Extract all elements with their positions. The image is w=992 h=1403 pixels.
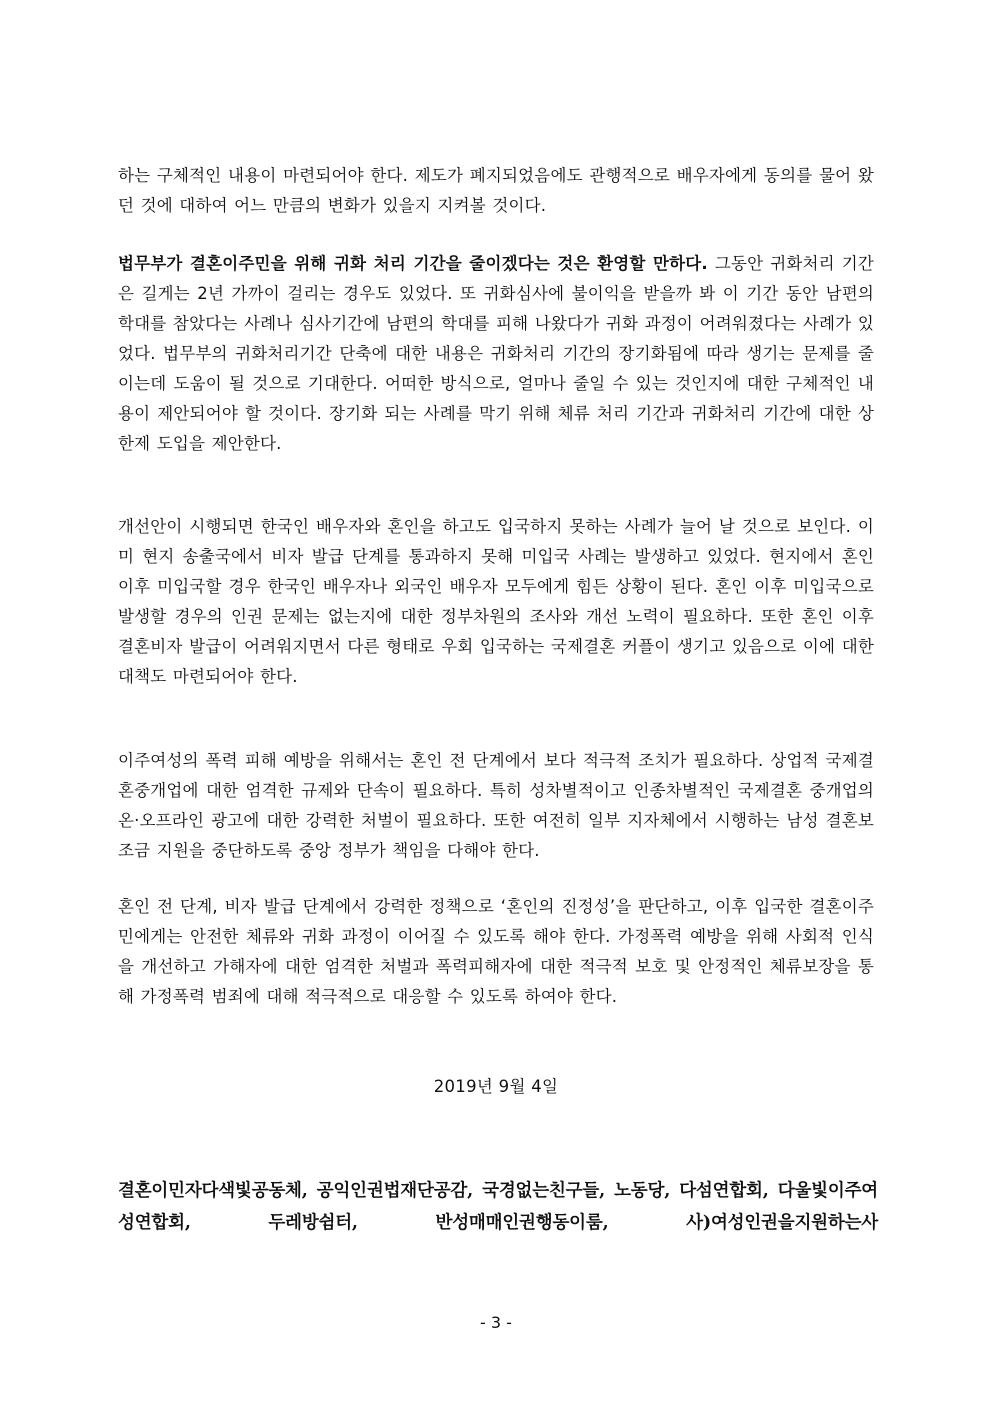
paragraph-3-text: 개선안이 시행되면 한국인 배우자와 혼인을 하고도 입국하지 못하는 사례가 늘어 날 것으로 보인다. 이미 현지 송출국에서 비자 발급 단계를 통과하지 못해 미입국 사례는 발생하고 있었다. 현지에서 혼인 이후 미입국할 경우 한국인 배우자나 외국인 배우자 모두에게 힘든 상황이 된다. 혼인 이후 미입국으로 발생할 경우의 인권 문제는 없는지에 대한 정부차원의 조사와 개선 노력이 필요하다. 또한 혼인 이후 결혼비자 발급이 어려워지면서 다른 형태로 우회 입국하는 국제결혼 커플이 생기고 있음으로 이에 대한 대책도 마련되어야 한다. xyxy=(118,517,874,686)
paragraph-5-text: 혼인 전 단계, 비자 발급 단계에서 강력한 정책으로 ‘혼인의 진정성’을 판단하고, 이후 입국한 결혼이주민에게는 안전한 체류와 귀화 과정이 이어질 수 있도록 해야 한다. 가정폭력 예방을 위해 사회적 인식을 개선하고 가해자에 대한 엄격한 처벌과 폭력피해자에 대한 적극적 보호 및 안정적인 체류보장을 통해 가정폭력 범죄에 대해 적극적으로 대응할 수 있도록 하여야 한다. xyxy=(118,897,874,1006)
body-paragraph-3 xyxy=(118,512,874,692)
body-paragraph-5 xyxy=(118,892,874,1012)
paragraph-2-text: 그동안 귀화처리 기간은 길게는 2년 가까이 걸리는 경우도 있었다. 또 귀화심사에 불이익을 받을까 봐 이 기간 동안 남편의 학대를 참았다는 사례나 심사기간에 남편의 학대를 피해 나왔다가 귀화 과정이 어려워졌다는 사례가 있었다. 법무부의 귀화처리기간 단축에 대한 내용은 귀화처리 기간의 장기화됨에 따라 생기는 문제를 줄이는데 도움이 될 것으로 기대한다. 어떠한 방식으로, 얼마나 줄일 수 있는 것인지에 대한 구체적인 내용이 제안되어야 할 것이다. 장기화 되는 사례를 막기 위해 체류 처리 기간과 귀화처리 기간에 대한 상한제 도입을 제안한다. xyxy=(118,254,874,453)
document-date: 2019년 9월 4일 xyxy=(433,1077,559,1096)
signatory-organizations: 결혼이민자다색빛공동체, 공익인권법재단공감, 국경없는친구들, 노동당, 다섬연합회, 다울빛이주여성연합회, 두레방쉼터, 반성매매인권행동이룸, 사)여성인권을지원하는사 xyxy=(118,1181,878,1233)
paragraph-1-text: 하는 구체적인 내용이 마련되어야 한다. 제도가 폐지되었음에도 관행적으로 배우자에게 동의를 물어 왔던 것에 대하여 어느 만큼의 변화가 있을지 지켜볼 것이다. xyxy=(118,166,874,215)
body-paragraph-4 xyxy=(118,746,874,866)
paragraph-2-bold-lead: 법무부가 결혼이주민을 위해 귀화 처리 기간을 줄이겠다는 것은 환영할 만하다. xyxy=(118,254,708,273)
document-page xyxy=(118,0,878,1403)
body-paragraph-1 xyxy=(118,161,874,221)
page-number: - 3 - xyxy=(480,1313,512,1332)
paragraph-4-text: 이주여성의 폭력 피해 예방을 위해서는 혼인 전 단계에서 보다 적극적 조치가 필요하다. 상업적 국제결혼중개업에 대한 엄격한 규제와 단속이 필요하다. 특히 성차별적이고 인종차별적인 국제결혼 중개업의 온·오프라인 광고에 대한 강력한 처벌이 필요하다. 또한 여전히 일부 지자체에서 시행하는 남성 결혼보조금 지원을 중단하도록 중앙 정부가 책임을 다해야 한다. xyxy=(118,751,874,860)
body-paragraph-2 xyxy=(118,249,874,459)
